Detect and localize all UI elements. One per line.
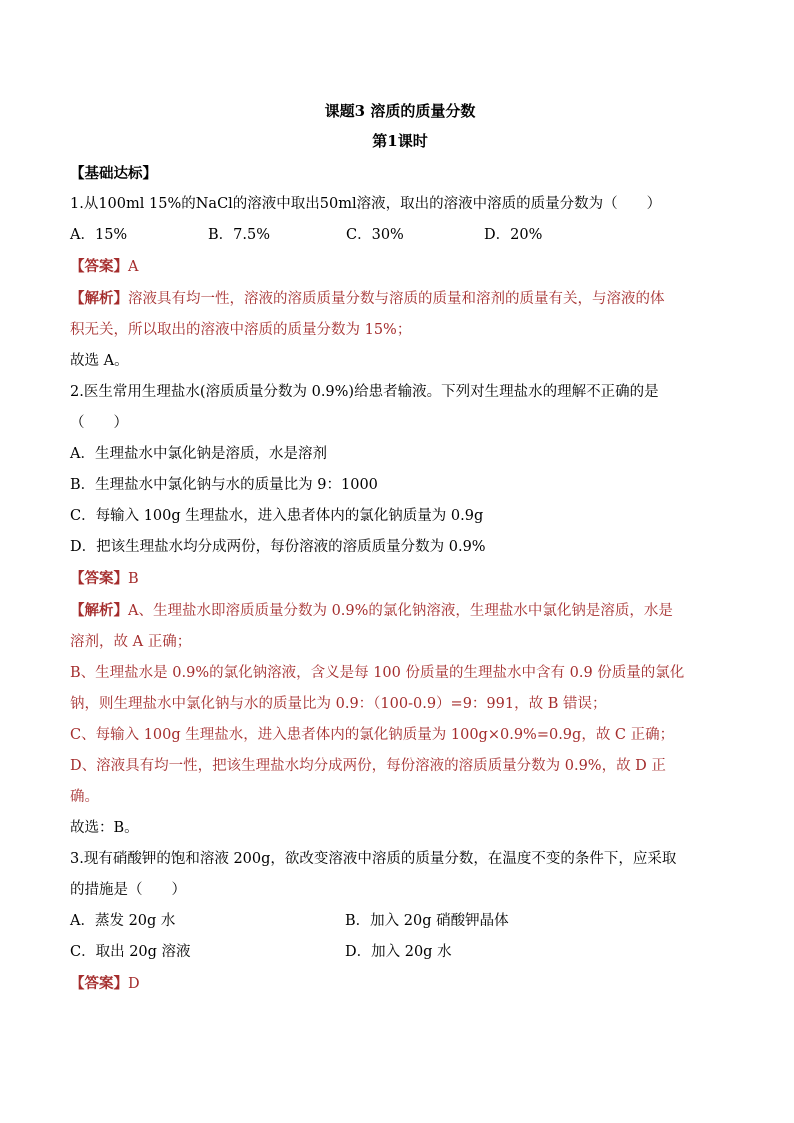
q2-stem-line-2: （ ） xyxy=(70,415,128,431)
q2-option-c: C．每输入 100g 生理盐水，进入患者体内的氯化钠质量为 0.9g xyxy=(70,508,484,524)
lesson-subtitle: 第1课时 xyxy=(372,132,428,150)
q2-analysis-line-7: 确。 xyxy=(70,789,99,805)
q1-answer-value: A xyxy=(128,259,139,275)
q2-stem-line-1: 2.医生常用生理盐水(溶质质量分数为 0.9%)给患者输液。下列对生理盐水的理解不正确的是 xyxy=(70,384,659,400)
q3-options-row-2 xyxy=(70,937,730,968)
answer-label: 【答案】 xyxy=(70,570,128,587)
q2-conclusion: 故选：B。 xyxy=(70,820,139,836)
q3-option-d: D．加入 20g 水 xyxy=(345,944,452,960)
q2-option-a: A．生理盐水中氯化钠是溶质，水是溶剂 xyxy=(70,446,327,462)
q3-option-b: B．加入 20g 硝酸钾晶体 xyxy=(345,913,509,929)
q3-answer-value: D xyxy=(128,976,140,992)
q1-option-c: C．30% xyxy=(346,227,404,243)
q1-option-a: A．15% xyxy=(70,227,128,243)
q2-option-d: D．把该生理盐水均分成两份，每份溶液的溶质质量分数为 0.9% xyxy=(70,539,486,555)
q1-stem: 1.从100ml 15%的NaCl的溶液中取出50ml溶液，取出的溶液中溶质的质量分数为（ ） xyxy=(70,196,662,212)
q1-answer xyxy=(70,251,730,283)
document-content xyxy=(70,96,730,1000)
analysis-label: 【解析】 xyxy=(70,602,128,619)
q2-analysis-line-4: 钠，则生理盐水中氯化钠与水的质量比为 0.9：（100-0.9）=9：991，故 B 错误； xyxy=(70,696,607,712)
q2-answer-value: B xyxy=(128,571,139,587)
q1-options xyxy=(70,220,730,251)
section-heading: 【基础达标】 xyxy=(70,165,157,182)
q3-options-row-1 xyxy=(70,906,730,937)
q3-stem-line-2: 的措施是（ ） xyxy=(70,882,186,898)
q2-analysis-line-1: 【解析】A、生理盐水即溶质质量分数为 0.9%的氯化钠溶液，生理盐水中氯化钠是溶质，水是 xyxy=(70,602,673,619)
q1-analysis-line-1: 【解析】溶液具有均一性，溶液的溶质质量分数与溶质的质量和溶剂的质量有关，与溶液的体 xyxy=(70,290,665,307)
answer-label: 【答案】 xyxy=(70,975,128,992)
q3-option-a: A．蒸发 20g 水 xyxy=(70,913,176,929)
q2-analysis-line-6: D、溶液具有均一性，把该生理盐水均分成两份，每份溶液的溶质质量分数为 0.9%，故 D 正 xyxy=(70,758,666,774)
q1-analysis-line-2: 积无关，所以取出的溶液中溶质的质量分数为 15%； xyxy=(70,322,412,338)
q2-analysis-line-5: C、每输入 100g 生理盐水，进入患者体内的氯化钠质量为 100g×0.9%=0.9g，故 C 正确； xyxy=(70,727,675,743)
q2-option-b: B．生理盐水中氯化钠与水的质量比为 9：1000 xyxy=(70,477,378,493)
q2-answer xyxy=(70,563,730,595)
q1-option-b: B．7.5% xyxy=(208,227,270,243)
q2-analysis-line-2: 溶剂，故 A 正确； xyxy=(70,634,192,650)
q3-answer xyxy=(70,968,730,1000)
q3-stem-line-1: 3.现有硝酸钾的饱和溶液 200g，欲改变溶液中溶质的质量分数，在温度不变的条件下，应采取 xyxy=(70,851,677,867)
q1-option-d: D．20% xyxy=(484,227,543,243)
q1-conclusion: 故选 A。 xyxy=(70,353,129,369)
q3-option-c: C．取出 20g 溶液 xyxy=(70,944,191,960)
analysis-label: 【解析】 xyxy=(70,290,128,307)
answer-label: 【答案】 xyxy=(70,258,128,275)
lesson-title: 课题3 溶质的质量分数 xyxy=(324,102,476,120)
q2-analysis-line-3: B、生理盐水是 0.9%的氯化钠溶液，含义是每 100 份质量的生理盐水中含有 0.9 份质量的氯化 xyxy=(70,665,685,681)
